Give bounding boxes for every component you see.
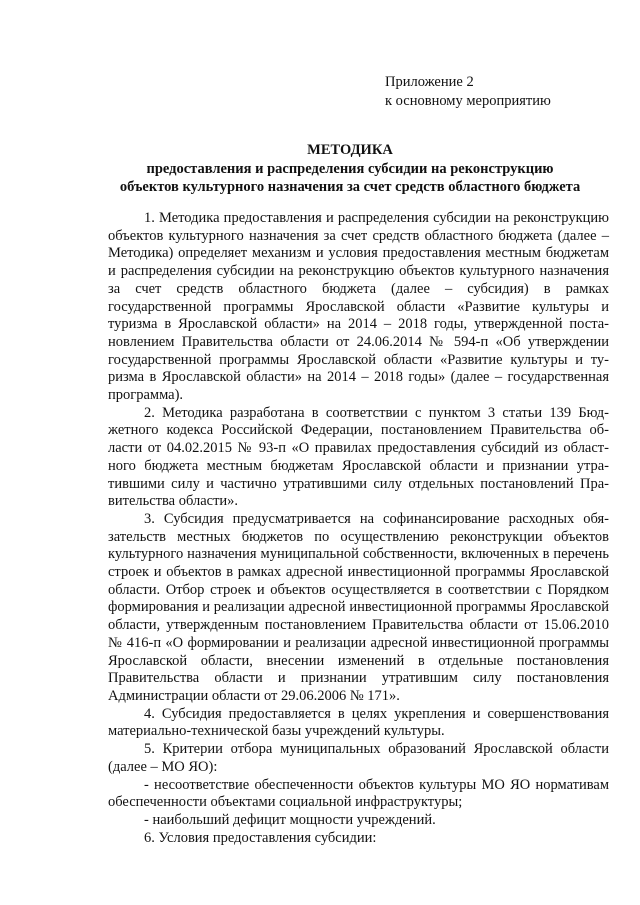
paragraph-1: 1. Методика предоставления и распределения субсидии на реконструкцию объектов культурного назначения за счет средств областного бюджета (далее – Методика) определяет механизм и условия предоставления местным бюджетам и распределения субсидии на реконструкцию объектов культурного назначения за счет средств областного бюджета (далее – субсидия) в рамках государственной программы Ярославской области «Развитие культуры и туризма в Ярославской области» на 2014 – 2018 годы, утвержденной постановлением Правительства области от 24.06.2014 № 594-п «Об утверждении государственной программы Ярославской области «Развитие культуры и туризма в Ярославской области» на 2014 – 2018 годы» (далее – государственная программа). (108, 210, 609, 404)
title-main: МЕТОДИКА (307, 142, 393, 158)
paragraph-6: 6. Условия предоставления субсидии: (144, 829, 377, 846)
appendix-line-2: к основному мероприятию (385, 93, 551, 109)
criteria-item-1: - несоответствие обеспеченности объектов культуры МО ЯО нормативам обеспеченности объектами социальной инфраструктуры; (108, 776, 609, 811)
appendix-line-1: Приложение 2 (385, 74, 474, 90)
appendix-header (385, 73, 551, 111)
paragraph-5: 5. Критерии отбора муниципальных образований Ярославской области (далее – МО ЯО): (108, 741, 609, 775)
document-body (108, 210, 609, 847)
criteria-item-2: - наибольший дефицит мощности учреждений. (144, 811, 436, 828)
paragraph-3: 3. Субсидия предусматривается на софинансирование расходных обязательств местных бюджетов по осуществлению реконструкции объектов культурного назначения муниципальной собственности, включенных в перечень строек и объектов в рамках адресной инвестиционной программы Ярославской области. Отбор строек и объектов осуществляется в соответствии с Порядком формирования и реализации адресной инвестиционной программы Ярославской области, утвержденным постановлением Правительства области от 15.06.2010 № 416-п «О формировании и реализации адресной инвестиционной программы Ярославской области, внесении изменений в отдельные постановления Правительства области и признании утратившим силу постановления Администрации области от 29.06.2006 № 171». (108, 510, 609, 704)
title-line-2: объектов культурного назначения за счет средств областного бюджета (119, 179, 581, 195)
document-title (100, 141, 600, 196)
paragraph-4: 4. Субсидия предоставляется в целях укрепления и совершенствования материально-технической базы учреждений культуры. (108, 705, 609, 740)
paragraph-2: 2. Методика разработана в соответствии с пунктом 3 статьи 139 Бюджетного кодекса Российской Федерации, постановлением Правительства области от 04.02.2015 № 93-п «О правилах предоставления субсидий из областного бюджета местным бюджетам Ярославской области и признании утратившими силу и частично утратившими силу отдельных постановлений Правительства области». (108, 404, 609, 510)
title-line-1: предоставления и распределения субсидии на реконструкцию (146, 161, 554, 177)
